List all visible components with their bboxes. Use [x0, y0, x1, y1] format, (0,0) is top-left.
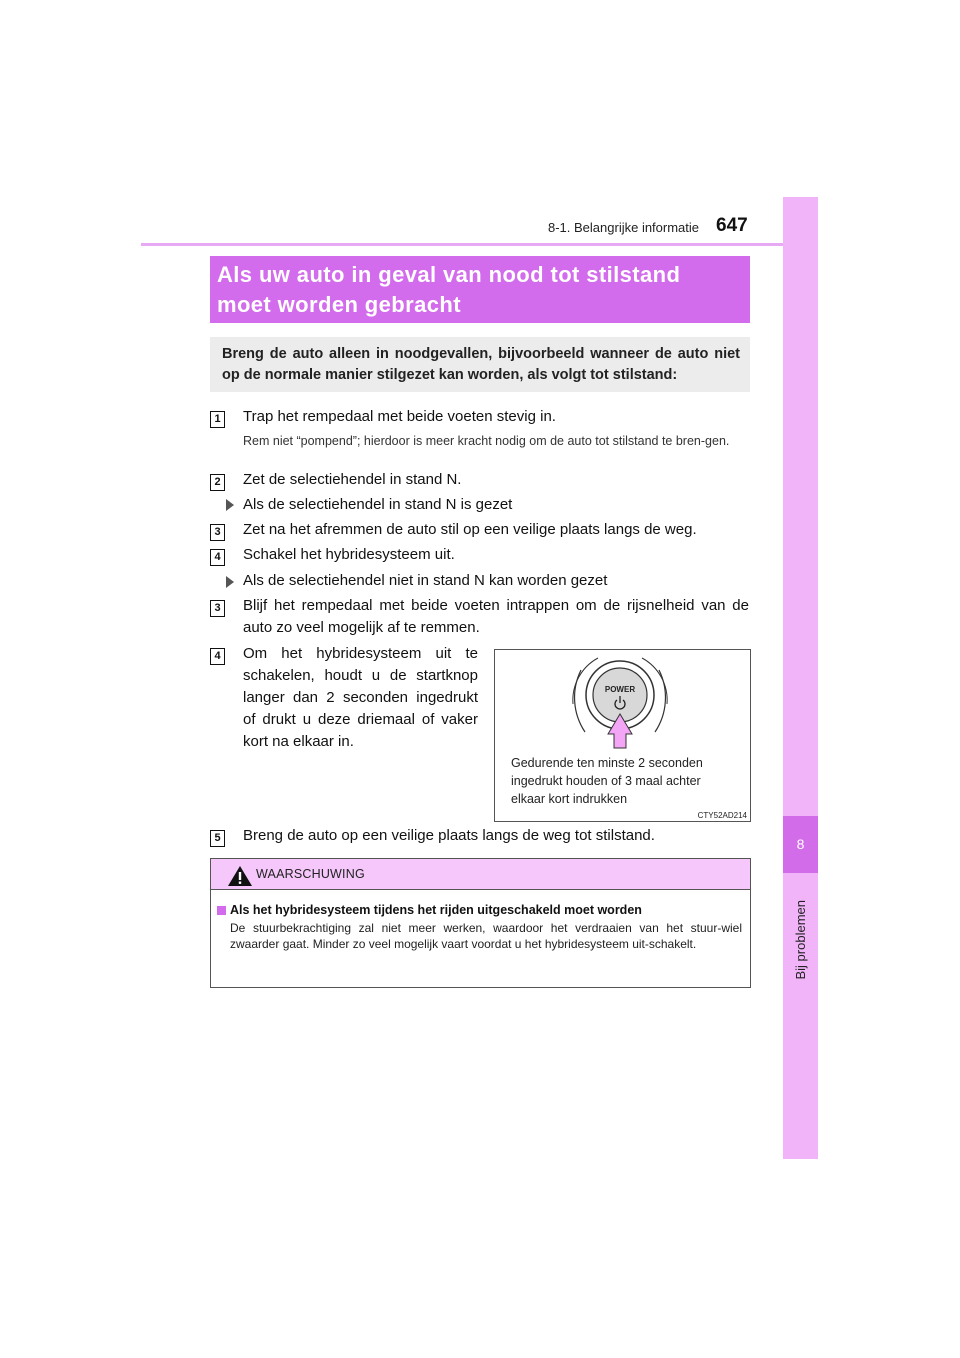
intro-box — [210, 337, 750, 392]
chapter-label — [784, 900, 817, 980]
branch-heading: Als de selectiehendel in stand N is gezet — [243, 496, 513, 513]
figure-caption: Gedurende ten minste 2 seconden ingedrukt houden of 3 maal achter elkaar kort indrukken — [511, 756, 703, 806]
chapter-side-tab — [783, 197, 818, 1159]
intro-text: Breng de auto alleen in noodgevallen, bijvoorbeeld wanneer de auto niet op de normale manier stilgezet kan worden, als volgt tot stilstand: — [222, 346, 740, 383]
step-text-line: Om het hybridesysteem uit te — [243, 645, 478, 662]
step-text-line: of drukt u deze driemaal of vaker — [243, 711, 478, 728]
title-line-2: moet worden gebracht — [217, 292, 461, 317]
rotation-arc-left — [575, 670, 585, 732]
header-divider — [141, 243, 817, 246]
step-text-line: Blijf het rempedaal met beide voeten intrappen om de rijsnelheid van de — [243, 597, 749, 614]
step-text-line: auto zo veel mogelijk af te remmen. — [243, 619, 480, 636]
step-number: 3 — [210, 524, 225, 541]
chapter-number: 8 — [796, 836, 805, 852]
bullet-square-icon — [217, 906, 226, 915]
header-section: 8-1. Belangrijke informatie — [548, 220, 700, 235]
warning-title: WAARSCHUWING — [256, 867, 365, 881]
branch-heading: Als de selectiehendel niet in stand N kan worden gezet — [243, 572, 608, 589]
warning-triangle-icon — [227, 865, 253, 887]
step-text-line: schakelen, houdt u de startknop — [243, 667, 478, 684]
step-number: 5 — [210, 830, 225, 847]
section-title-text — [217, 260, 742, 320]
page-number: 647 — [716, 215, 748, 236]
arrow-right-icon — [226, 499, 234, 511]
step-number: 4 — [210, 648, 225, 665]
warning-header — [211, 859, 750, 890]
step-number: 2 — [210, 474, 225, 491]
title-line-1: Als uw auto in geval van nood tot stilstand — [217, 262, 681, 287]
power-button-illustration — [495, 650, 750, 750]
chapter-label-text: Bij problemen — [793, 900, 808, 980]
step-note: Rem niet “pompend”; hierdoor is meer kracht nodig om de auto tot stilstand te bren-gen. — [243, 434, 730, 448]
step-text-line: kort na elkaar in. — [243, 733, 354, 750]
step-text-line: langer dan 2 seconden ingedrukt — [243, 689, 478, 706]
power-button-figure — [494, 649, 751, 822]
arrow-right-icon — [226, 576, 234, 588]
rotation-arc-right — [655, 670, 665, 732]
step-text: Schakel het hybridesysteem uit. — [243, 546, 455, 563]
step-text: Zet de selectiehendel in stand N. — [243, 471, 462, 488]
step-number: 4 — [210, 549, 225, 566]
warning-body: De stuurbekrachtiging zal niet meer werken, waardoor het verdraaien van het stuur-wiel zwaarder gaat. Minder zo veel mogelijk vaart voordat u het hybridesysteem uit-schakelt. — [230, 921, 742, 951]
step-text: Breng de auto op een veilige plaats langs de weg tot stilstand. — [243, 827, 655, 844]
step-text: Zet na het afremmen de auto stil op een veilige plaats langs de weg. — [243, 521, 697, 538]
step-text: Trap het rempedaal met beide voeten stevig in. — [243, 408, 556, 425]
figure-code: CTY52AD214 — [697, 811, 747, 820]
section-title — [210, 256, 750, 323]
warning-heading: Als het hybridesysteem tijdens het rijden uitgeschakeld moet worden — [230, 903, 642, 917]
power-button-label: POWER — [604, 685, 636, 694]
warning-box — [210, 858, 751, 988]
step-number: 1 — [210, 411, 225, 428]
step-number: 3 — [210, 600, 225, 617]
